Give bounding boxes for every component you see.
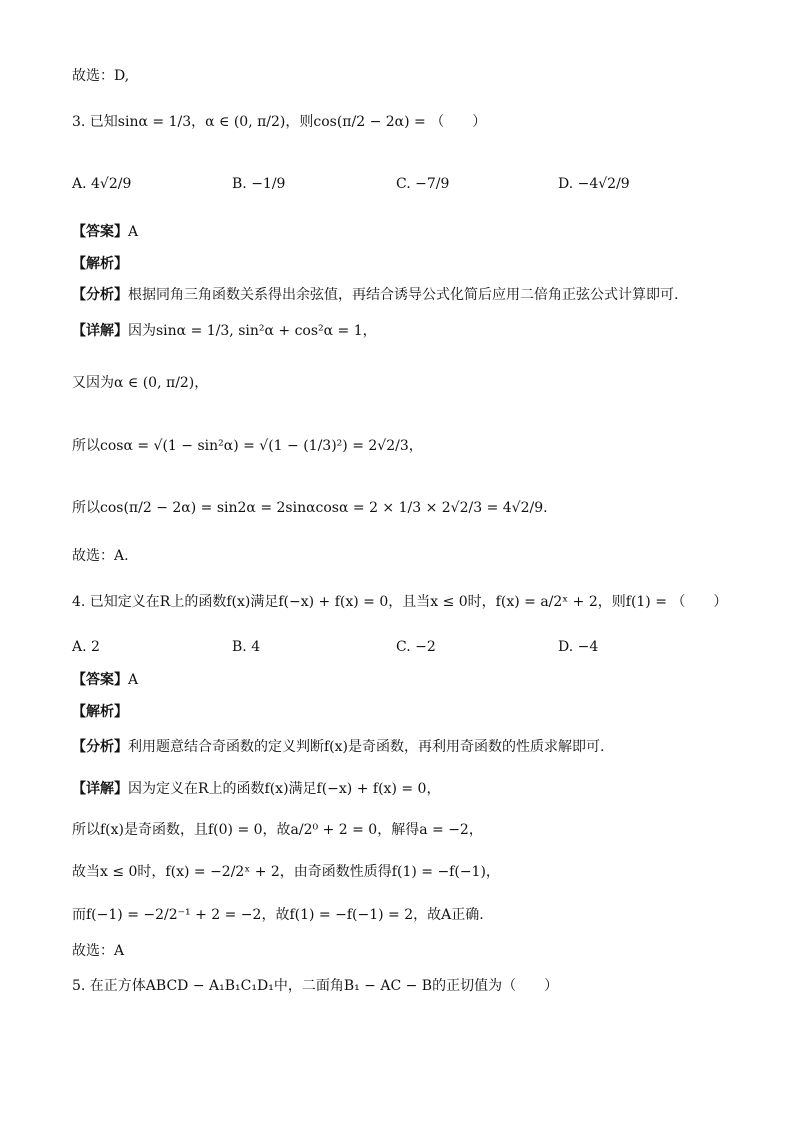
detail-3-b: 又因为α ∈ (0, π/2)， — [72, 375, 209, 391]
question-5: 5. 在正方体ABCD − A₁B₁C₁D₁中，二面角B₁ − AC − B的正切值为（ ） — [72, 978, 559, 994]
section-tag: 【详解】 — [72, 323, 128, 339]
question-3: 3. 已知sinα = 1/3，α ∈ (0, π/2)，则cos(π/2 − 2α) = （ ） — [72, 114, 487, 130]
section-tag: 【分析】 — [72, 287, 128, 303]
detail-4-a: 【详解】因为定义在R上的函数f(x)满足f(−x) + f(x) = 0， — [72, 781, 441, 797]
detail-3-c: 所以cosα = √(1 − sin²α) = √(1 − (1/3)²) = 2√2/3， — [72, 438, 423, 454]
detail-4-d: 而f(−1) = −2/2⁻¹ + 2 = −2，故f(1) = −f(−1) = 2，故A正确. — [72, 907, 484, 923]
question-4: 4. 已知定义在R上的函数f(x)满足f(−x) + f(x) = 0，且当x ≤ 0时，f(x) = a/2ˣ + 2，则f(1) = （ ） — [72, 594, 728, 610]
detail-4-b: 所以f(x)是奇函数，且f(0) = 0，故a/2⁰ + 2 = 0，解得a = −2， — [72, 822, 483, 838]
conclusion-4: 故选：A — [72, 943, 125, 959]
conclusion-3: 故选：A. — [72, 548, 129, 564]
jiexi-4 — [72, 702, 128, 722]
q4-option-d: D. −4 — [558, 639, 599, 655]
section-tag: 【分析】 — [72, 739, 128, 755]
section-tag: 【详解】 — [72, 781, 128, 797]
detail-4-c: 故当x ≤ 0时，f(x) = −2/2ˣ + 2，由奇函数性质得f(1) = −f(−1)， — [72, 864, 500, 880]
detail-3-d: 所以cos(π/2 − 2α) = sin2α = 2sinαcosα = 2 × 1/3 × 2√2/3 = 4√2/9. — [72, 500, 548, 516]
q4-option-b: B. 4 — [232, 639, 261, 655]
analysis-4: 【分析】利用题意结合奇函数的定义判断f(x)是奇函数，再利用奇函数的性质求解即可. — [72, 739, 605, 755]
q3-option-d: D. −4√2/9 — [558, 176, 630, 192]
q3-option-c: C. −7/9 — [396, 176, 450, 192]
section-tag: 【解析】 — [72, 704, 128, 720]
q3-option-a: A. 4√2/9 — [72, 176, 132, 192]
q4-option-c: C. −2 — [396, 639, 436, 655]
answer-4: 【答案】A — [72, 672, 139, 688]
section-tag: 【解析】 — [72, 256, 128, 272]
analysis-3: 【分析】根据同角三角函数关系得出余弦值，再结合诱导公式化简后应用二倍角正弦公式计算即可. — [72, 287, 679, 303]
q4-option-a: A. 2 — [72, 639, 100, 655]
line-prev-answer: 故选：D, — [72, 68, 130, 84]
detail-3-a: 【详解】因为sinα = 1/3, sin²α + cos²α = 1， — [72, 323, 377, 339]
q3-option-b: B. −1/9 — [232, 176, 286, 192]
answer-3: 【答案】A — [72, 224, 139, 240]
jiexi-3 — [72, 254, 128, 274]
section-tag: 【答案】 — [72, 224, 128, 240]
section-tag: 【答案】 — [72, 672, 128, 688]
